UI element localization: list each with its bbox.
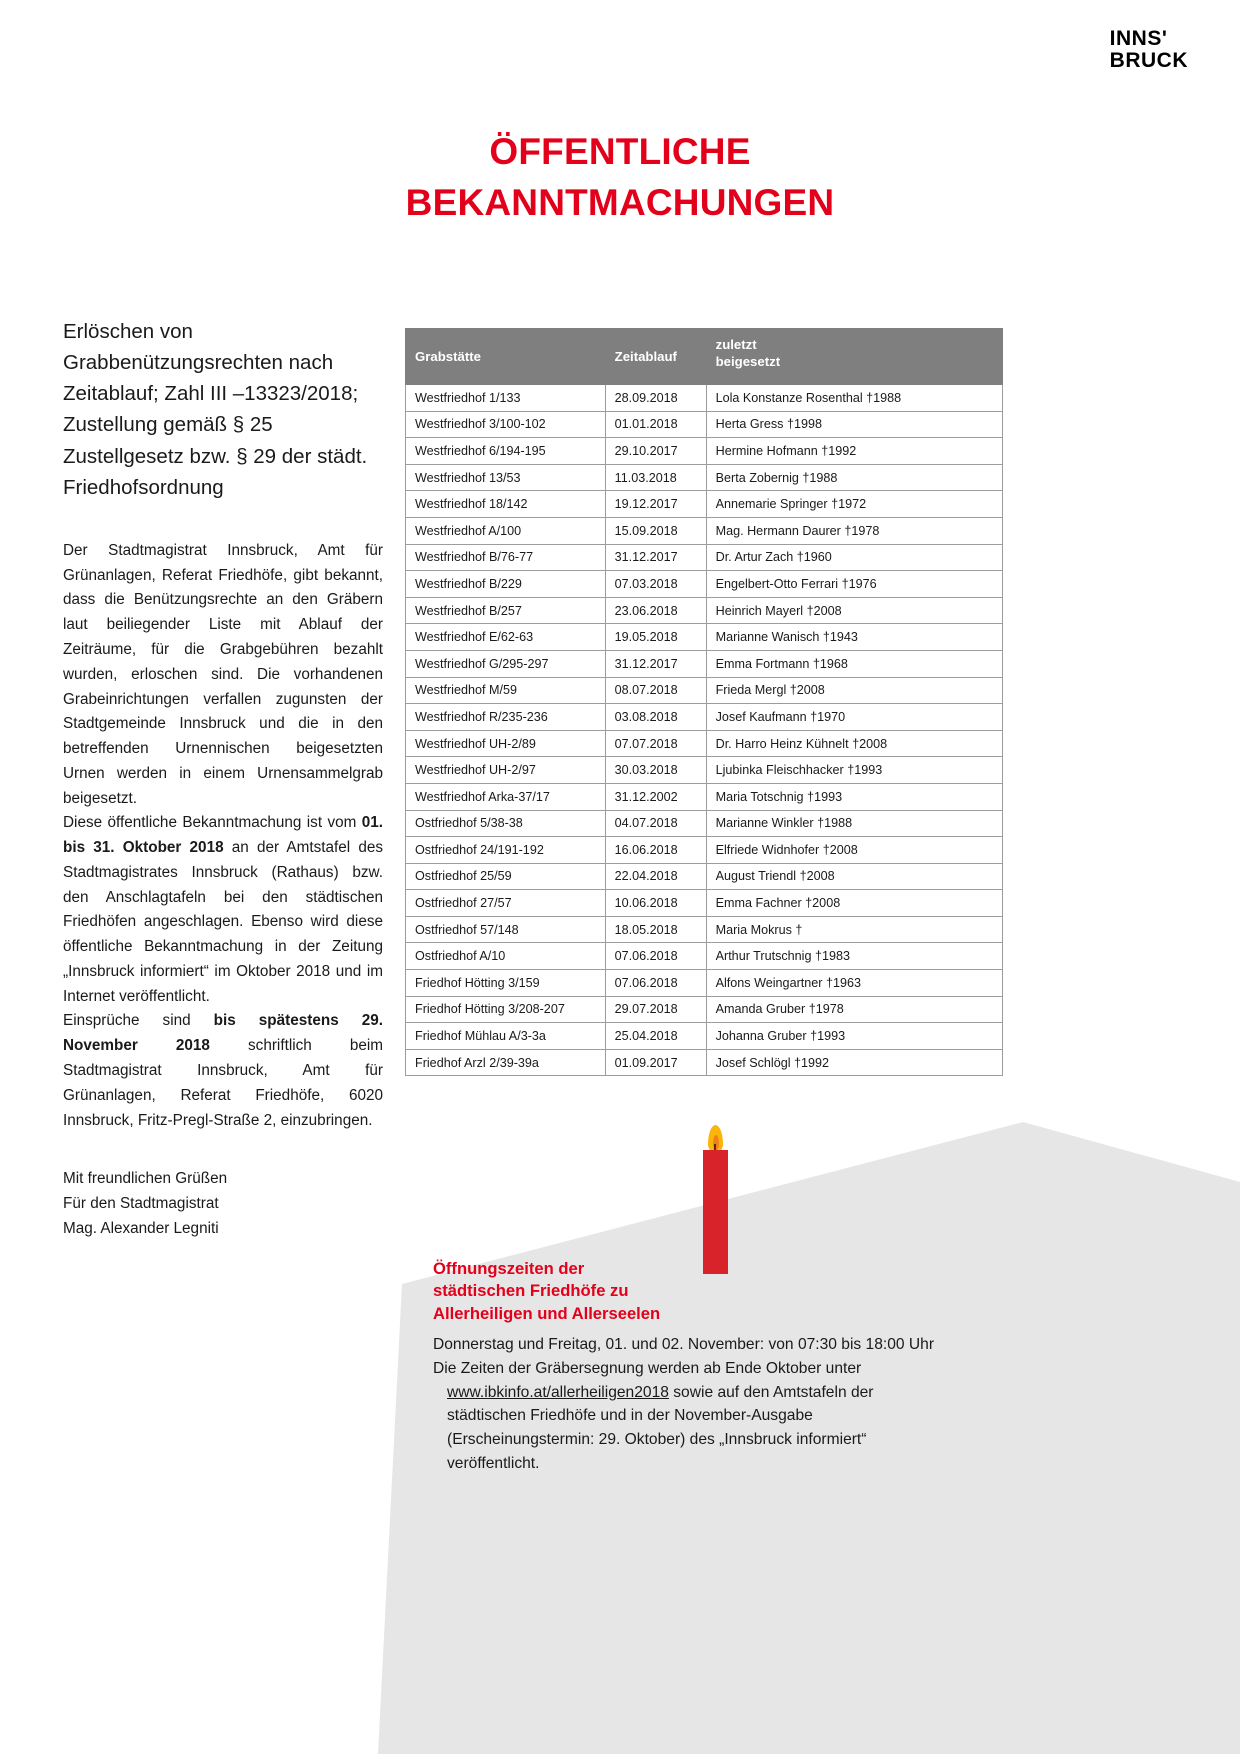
cell-last-buried: August Triendl †2008 [706, 863, 1002, 890]
table-row [406, 810, 1003, 837]
cell-expiry: 07.03.2018 [605, 571, 706, 598]
cell-expiry: 31.12.2017 [605, 650, 706, 677]
column-header-expiry: Zeitablauf [605, 329, 706, 385]
table-row [406, 597, 1003, 624]
cell-grave: Friedhof Mühlau A/3-3a [406, 1023, 606, 1050]
cell-last-buried: Emma Fachner †2008 [706, 890, 1002, 917]
cell-grave: Westfriedhof B/229 [406, 571, 606, 598]
cell-last-buried: Hermine Hofmann †1992 [706, 438, 1002, 465]
cell-expiry: 25.04.2018 [605, 1023, 706, 1050]
p3-part-a: Einsprüche sind [63, 1012, 214, 1030]
column-header-grave: Grabstätte [406, 329, 606, 385]
cell-expiry: 18.05.2018 [605, 916, 706, 943]
table-row [406, 1049, 1003, 1076]
logo-line-2: BRUCK [1109, 49, 1188, 73]
table-body [406, 385, 1003, 1076]
cell-expiry: 31.12.2017 [605, 544, 706, 571]
table-header [406, 329, 1003, 385]
cell-last-buried: Amanda Gruber †1978 [706, 996, 1002, 1023]
cell-grave: Westfriedhof 18/142 [406, 491, 606, 518]
cell-grave: Westfriedhof 6/194-195 [406, 438, 606, 465]
p3-part-c: schriftlich beim Stadtmagistrat Innsbruck, Amt für Grünanlagen, Referat Friedhöfe, 6020 Innsbruck, Fritz-Pregl-Straße 2, einzubringen. [63, 1037, 384, 1129]
cell-grave: Ostfriedhof 25/59 [406, 863, 606, 890]
table-row [406, 650, 1003, 677]
table-row [406, 730, 1003, 757]
cell-grave: Westfriedhof 1/133 [406, 385, 606, 412]
cell-last-buried: Arthur Trutschnig †1983 [706, 943, 1002, 970]
page-title-line-1: ÖFFENTLICHE [489, 131, 751, 172]
allerheiligen-link[interactable]: www.ibkinfo.at/allerheiligen2018 [447, 1383, 669, 1401]
cell-expiry: 16.06.2018 [605, 837, 706, 864]
page-title [0, 126, 1240, 228]
cell-last-buried: Josef Kaufmann †1970 [706, 704, 1002, 731]
p2-part-a: Diese öffentliche Bekanntmachung ist vom [63, 814, 362, 832]
cell-grave: Westfriedhof B/257 [406, 597, 606, 624]
left-column [63, 316, 383, 1242]
cell-grave: Westfriedhof A/100 [406, 517, 606, 544]
table-row [406, 943, 1003, 970]
cell-expiry: 30.03.2018 [605, 757, 706, 784]
cell-expiry: 22.04.2018 [605, 863, 706, 890]
cell-last-buried: Dr. Harro Heinz Kühnelt †2008 [706, 730, 1002, 757]
table-row [406, 571, 1003, 598]
cell-last-buried: Herta Gress †1998 [706, 411, 1002, 438]
cell-grave: Westfriedhof G/295-297 [406, 650, 606, 677]
cell-grave: Ostfriedhof 27/57 [406, 890, 606, 917]
opening-hours-heading-line-3: Allerheiligen und Allerseelen [433, 1303, 661, 1323]
cell-expiry: 23.06.2018 [605, 597, 706, 624]
cell-expiry: 07.06.2018 [605, 970, 706, 997]
cell-expiry: 19.05.2018 [605, 624, 706, 651]
cell-last-buried: Maria Mokrus † [706, 916, 1002, 943]
body-paragraph-2 [63, 811, 383, 1009]
opening-hours-heading-line-2: städtischen Friedhöfe zu [433, 1281, 629, 1301]
table-header-row [406, 329, 1003, 385]
column-header-last-buried [706, 329, 1002, 385]
table-row [406, 385, 1003, 412]
opening-hours-text [433, 1333, 953, 1475]
cell-grave: Ostfriedhof 57/148 [406, 916, 606, 943]
cell-last-buried: Josef Schlögl †1992 [706, 1049, 1002, 1076]
cell-expiry: 28.09.2018 [605, 385, 706, 412]
cell-grave: Westfriedhof R/235-236 [406, 704, 606, 731]
signature-line-1: Mit freundlichen Grüßen [63, 1170, 228, 1188]
cell-expiry: 11.03.2018 [605, 464, 706, 491]
cell-last-buried: Johanna Gruber †1993 [706, 1023, 1002, 1050]
cell-expiry: 29.07.2018 [605, 996, 706, 1023]
table-row [406, 411, 1003, 438]
graves-table-container [405, 328, 1003, 1076]
cell-last-buried: Emma Fortmann †1968 [706, 650, 1002, 677]
cell-last-buried: Annemarie Springer †1972 [706, 491, 1002, 518]
body-paragraph-3 [63, 1009, 383, 1133]
cell-expiry: 04.07.2018 [605, 810, 706, 837]
cell-grave: Westfriedhof E/62-63 [406, 624, 606, 651]
cell-expiry: 15.09.2018 [605, 517, 706, 544]
cell-expiry: 19.12.2017 [605, 491, 706, 518]
signature-line-2: Für den Stadtmagistrat [63, 1195, 219, 1213]
hours-text-a: Die Zeiten der Gräbersegnung werden ab Ende Oktober unter [433, 1359, 862, 1377]
cell-last-buried: Berta Zobernig †1988 [706, 464, 1002, 491]
cell-grave: Westfriedhof B/76-77 [406, 544, 606, 571]
table-row [406, 863, 1003, 890]
cell-grave: Ostfriedhof 24/191-192 [406, 837, 606, 864]
p2-bold: 01. bis 31. Oktober 2018 [63, 814, 383, 857]
cell-last-buried: Mag. Hermann Daurer †1978 [706, 517, 1002, 544]
table-row [406, 757, 1003, 784]
cell-last-buried: Maria Totschnig †1993 [706, 783, 1002, 810]
cell-last-buried: Marianne Winkler †1988 [706, 810, 1002, 837]
cell-last-buried: Ljubinka Fleischhacker †1993 [706, 757, 1002, 784]
cell-grave: Westfriedhof Arka-37/17 [406, 783, 606, 810]
cell-grave: Westfriedhof UH-2/97 [406, 757, 606, 784]
table-row [406, 970, 1003, 997]
page-title-line-2: BEKANNTMACHUNGEN [405, 182, 835, 224]
cell-expiry: 29.10.2017 [605, 438, 706, 465]
table-row [406, 517, 1003, 544]
table-row [406, 996, 1003, 1023]
opening-hours-line-2 [433, 1357, 953, 1475]
table-row [406, 890, 1003, 917]
cell-grave: Westfriedhof UH-2/89 [406, 730, 606, 757]
cell-grave: Westfriedhof 13/53 [406, 464, 606, 491]
body-paragraph-1: Der Stadtmagistrat Innsbruck, Amt für Grünanlagen, Referat Friedhöfe, gibt bekannt, dass die Benützungsrechte an den Gräbern laut beiliegender Liste mit Ablauf der Zeiträume, für die Grabgebühren bezahlt wurden, erloschen sind. Die vorhandenen Grabeinrichtungen verfallen zugunsten der Stadtgemeinde Innsbruck und die in den betreffenden Urnennischen beigesetzten Urnen werden in einem Urnensammelgrab beigesetzt. [63, 541, 383, 807]
opening-hours-block [433, 1258, 953, 1475]
city-logo [1110, 28, 1188, 72]
table-row [406, 438, 1003, 465]
last-buried-line-1: zuletzt [715, 337, 757, 352]
cell-expiry: 08.07.2018 [605, 677, 706, 704]
opening-hours-heading-line-1: Öffnungszeiten der [433, 1259, 585, 1278]
table-row [406, 837, 1003, 864]
cell-last-buried: Lola Konstanze Rosenthal †1988 [706, 385, 1002, 412]
table-row [406, 916, 1003, 943]
cell-last-buried: Elfriede Widnhofer †2008 [706, 837, 1002, 864]
cell-grave: Westfriedhof M/59 [406, 677, 606, 704]
table-row [406, 1023, 1003, 1050]
last-buried-line-2: beigesetzt [715, 353, 781, 369]
hours-text-b: sowie auf den Amtstafeln der städtischen Friedhöfe und in der November-Ausgabe (Erscheinungstermin: 29. Oktober) des „Innsbruck informiert“ veröffentlicht. [447, 1383, 874, 1472]
cell-grave: Friedhof Arzl 2/39-39a [406, 1049, 606, 1076]
lead-paragraph: Erlöschen von Grabbenützungsrechten nach Zeitablauf; Zahl III –13323/2018; Zustellung gemäß § 25 Zustellgesetz bzw. § 29 der städt. Friedhofsordnung [63, 320, 368, 499]
cell-last-buried: Dr. Artur Zach †1960 [706, 544, 1002, 571]
cell-grave: Friedhof Hötting 3/208-207 [406, 996, 606, 1023]
table-row [406, 544, 1003, 571]
candle-body [703, 1150, 728, 1274]
notice-body [63, 539, 383, 1133]
cell-last-buried: Marianne Wanisch †1943 [706, 624, 1002, 651]
cell-grave: Ostfriedhof A/10 [406, 943, 606, 970]
cell-expiry: 07.06.2018 [605, 943, 706, 970]
cell-last-buried: Frieda Mergl †2008 [706, 677, 1002, 704]
opening-hours-heading [433, 1258, 953, 1325]
cell-expiry: 31.12.2002 [605, 783, 706, 810]
cell-expiry: 03.08.2018 [605, 704, 706, 731]
cell-expiry: 01.01.2018 [605, 411, 706, 438]
cell-last-buried: Heinrich Mayerl †2008 [706, 597, 1002, 624]
p3-bold: bis spätestens 29. November 2018 [63, 1012, 383, 1055]
opening-hours-line-1: Donnerstag und Freitag, 01. und 02. November: von 07:30 bis 18:00 Uhr [433, 1336, 935, 1354]
cell-grave: Friedhof Hötting 3/159 [406, 970, 606, 997]
graves-table [405, 328, 1003, 1076]
cell-grave: Ostfriedhof 5/38-38 [406, 810, 606, 837]
table-row [406, 704, 1003, 731]
cell-expiry: 07.07.2018 [605, 730, 706, 757]
cell-last-buried: Alfons Weingartner †1963 [706, 970, 1002, 997]
table-row [406, 677, 1003, 704]
cell-grave: Westfriedhof 3/100-102 [406, 411, 606, 438]
signature-block [63, 1167, 383, 1241]
cell-last-buried: Engelbert-Otto Ferrari †1976 [706, 571, 1002, 598]
p2-part-c: an der Amtstafel des Stadtmagistrates Innsbruck (Rathaus) bzw. den Anschlagtafeln bei den städtischen Friedhöfen angeschlagen. Ebenso wird diese öffentliche Bekanntmachung in der Zeitung „Innsbruck informiert“ im Oktober 2018 und im Internet veröffentlicht. [63, 839, 384, 1005]
table-row [406, 491, 1003, 518]
signature-line-3: Mag. Alexander Legniti [63, 1219, 219, 1237]
logo-line-1: INNS' [1109, 27, 1168, 50]
cell-expiry: 10.06.2018 [605, 890, 706, 917]
table-row [406, 783, 1003, 810]
table-row [406, 624, 1003, 651]
table-row [406, 464, 1003, 491]
cell-expiry: 01.09.2017 [605, 1049, 706, 1076]
